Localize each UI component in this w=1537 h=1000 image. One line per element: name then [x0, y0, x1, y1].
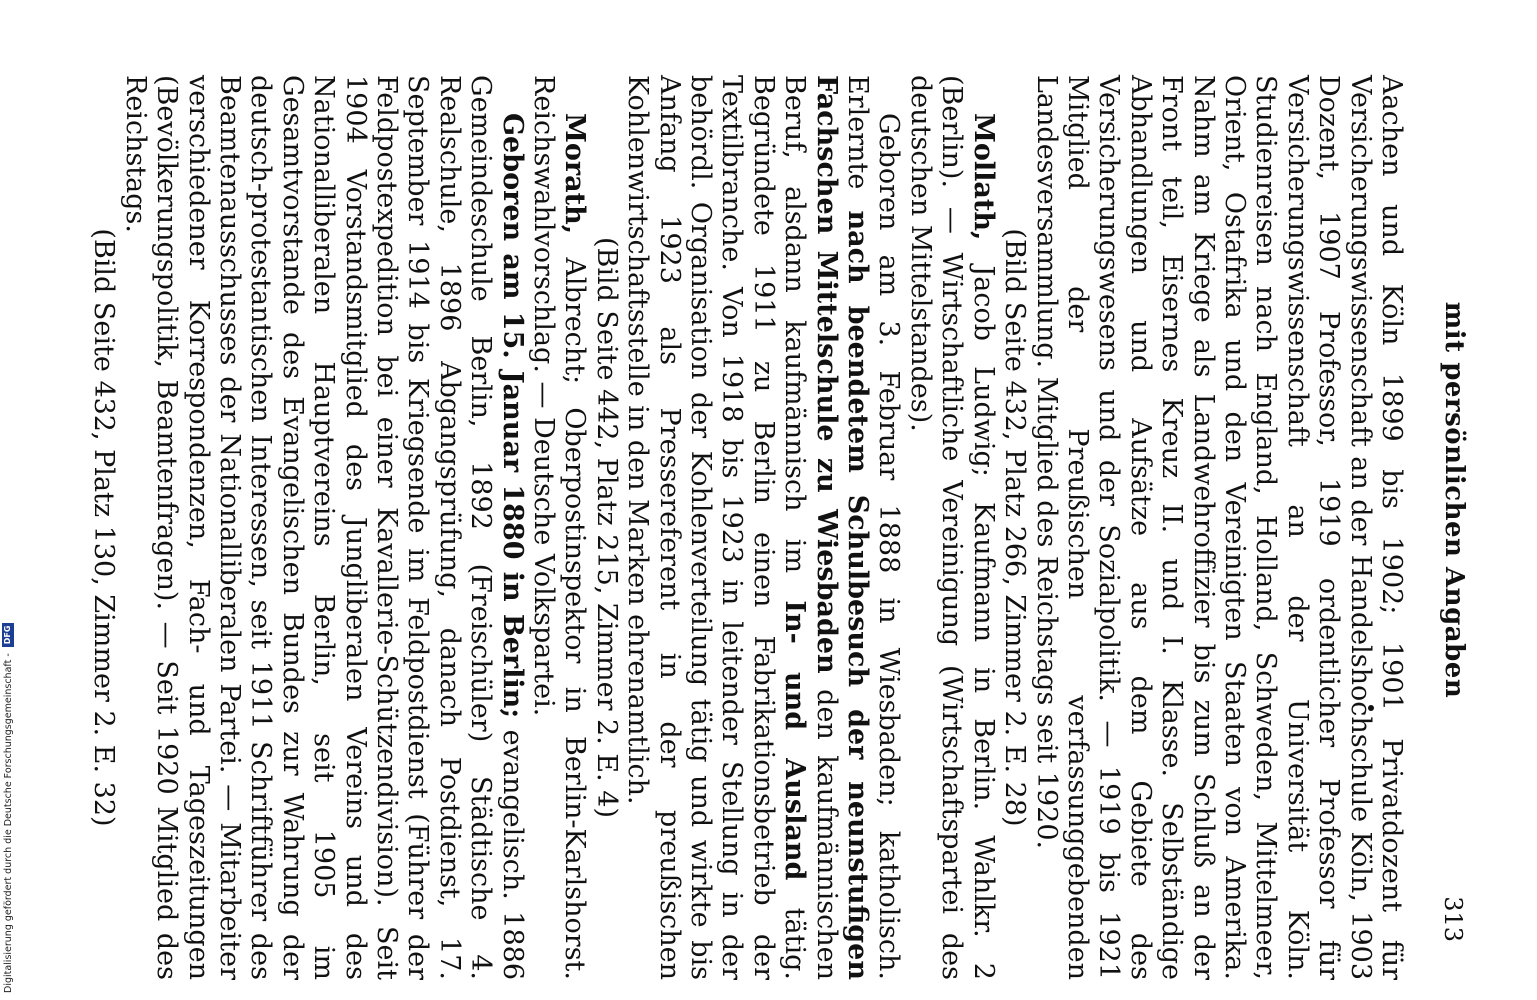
body-emphasis: In- und Ausland	[779, 600, 811, 881]
page-number: 313	[1439, 896, 1467, 942]
body-tail: tätig. Begründete 1911 zu Berlin einen Fabrikationsbetrieb der Textilbranche. Von 1918 bis 1923 in leitender Stellung in der behördl. Organisation der Kohlenverteilung tätig und wirkte bis Anfang 1923 als Pressereferent in der preußischen Kohlenwirtschaftsstelle in den Marken ehrenamtlich.	[622, 75, 811, 980]
body-lead: Geboren am 15. Januar 1880 in Berlin;	[496, 113, 528, 719]
digitization-credit	[2, 3, 14, 993]
entry-header-mollath	[905, 75, 999, 980]
text-column	[88, 75, 1407, 980]
continuation-paragraph: Aachen und Köln 1899 bis 1902; 1901 Privatdozent für Versicherungswissenschaft an der Handelshochschule Köln, 1903 Dozent, 1907 Professor, 1919 ordentlicher Professor für Versicherungswissenschaft an der Universität Köln. Studienreisen nach England, Holland, Schweden, Mittelmeer, Orient, Ostafrika und den Vereinigten Staaten von Amerika. Nahm am Kriege als Landwehroffizier bis zum Schluß an der Front teil, Eisernes Kreuz II. und I. Klasse. Selbständige Abhandlungen und Aufsätze aus dem Gebiete des Versicherungswesens und der Sozialpolitik. — 1919 bis 1921 Mitglied der Preußischen verfassunggebenden Landesversammlung. Mitglied des Reichstags seit 1920.	[1030, 75, 1407, 980]
running-title: mit persönlichen Angaben	[1439, 301, 1469, 699]
entry-body-mollath	[622, 75, 905, 980]
entry-reference-morath: (Bild Seite 432, Platz 130, Zimmer 2. E. 32)	[88, 228, 120, 827]
body-lead: Geboren am 3. Februar 1888 in Wiesbaden; katholisch. Erlernte	[842, 75, 905, 980]
entry-body-morath	[119, 75, 527, 980]
entry-name: Mollath,	[967, 113, 999, 241]
body-emphasis: nach beendetem Schulbesuch der neunstufigen Fachschen Mittelschule zu Wiesbaden	[810, 75, 874, 980]
continuation-reference: (Bild Seite 432, Platz 266, Zimmer 2. E. 28)	[999, 228, 1031, 827]
entry-header-text: Albrecht; Oberpostinspektor in Berlin-Karlshorst. Reichswahlvorschlag. — Deutsche Volkspartei.	[528, 75, 591, 980]
running-head	[1435, 0, 1475, 1000]
entry-name: Morath,	[559, 113, 591, 235]
body-mid: den kaufmännischen Beruf, alsdann kaufmännisch im	[779, 75, 842, 980]
dfg-logo: DFG	[2, 623, 14, 648]
entry-header-text: Jacob Ludwig; Kaufmann in Berlin. Wahlkr. 2 (Berlin). — Wirtschaftliche Vereinigung (Wirtschaftspartei des deutschen Mittelstandes).	[904, 75, 999, 980]
entry-reference-mollath: (Bild Seite 442, Platz 215, Zimmer 2. E. 4)	[590, 237, 622, 818]
body-tail: evangelisch. 1886 Gemeindeschule Berlin, 1892 (Freischüler) Städtische 4. Realschule, 1896 Abgangsprüfung, danach Postdienst, 17. September 1914 bis Kriegsende im Feldpostdienst (Führer der Feldpostexpedition bei einer Kavallerie-Schützendivision). Seit 1904 Vorstandsmitglied des Jungliberalen Vereins und des Nationalliberalen Hauptvereins Berlin, seit 1905 im Gesamtvorstande des Evangelischen Bundes zur Wahrung der deutsch-protestantischen Interessen, seit 1911 Schriftführer des Beamtenausschusses der Nationalliberalen Partei. — Mitarbeiter verschiedener Korrespondenzen, Fach- und Tageszeitungen (Bevölkerungspolitik, Beamtenfragen). — Seit 1920 Mitglied des Reichstags.	[119, 75, 528, 981]
entry-header-morath	[528, 75, 591, 980]
credit-text: Digitalisierung gefördert durch die Deutsche Forschungsgemeinschaft -	[2, 653, 14, 993]
